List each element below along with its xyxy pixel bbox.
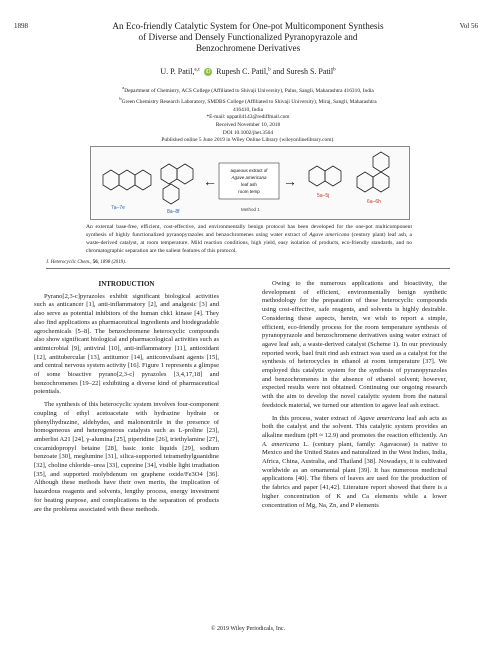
received-line: Received November 10, 2018 xyxy=(215,121,281,128)
affiliations xyxy=(70,84,426,145)
catalyst-text-3: leaf ash xyxy=(241,182,257,187)
compound-label-left: 7a–7e xyxy=(111,205,125,211)
left-column xyxy=(34,280,219,518)
abstract-italic: Agave americana xyxy=(309,231,350,238)
right-p2-text-b: leaf ash acts as both the catalyst and the solvent. This catalytic system provides an alkaline medium (pH ≈ 12.9) and promotes the reaction efficiently. An xyxy=(262,414,447,439)
compound-label-left-2: 8a–8f xyxy=(167,209,180,215)
email-line[interactable]: *E-mail: uppatil4143@rediffmail.com xyxy=(206,114,290,121)
introduction-heading: INTRODUCTION xyxy=(98,280,155,288)
section-divider xyxy=(46,268,450,269)
author-3-affil: b xyxy=(333,67,336,73)
right-p2-text-c: L. (century plant, family: Agavaceae) is native to Mexico and the United States and naturalized in the West Indies, India, Africa, China, Australia, and Thailand [38]. Nowadays, it is cultivated worldwide as an ornamental plant [39]. It has numerous medicinal applications [40]. The fibers of leaves are used for the production of the fabrics and paper [41,42]. Literature report showed that there is a higher concentration of K and Ca elements while a lower concentration of Mg, Na, Zn, and P elements xyxy=(262,440,447,509)
graphical-abstract xyxy=(90,146,410,220)
article-title xyxy=(80,21,416,54)
pyranopyrazole-structures xyxy=(309,152,389,192)
affiliation-a: $^a$Department of Chemistry, ACS College (Affiliated to Shivaji University), Palus, Sangli, Maharashtra 416310, India xyxy=(122,85,374,94)
copyright-footer: © 2019 Wiley Periodicals, Inc. xyxy=(210,626,286,632)
author-2: Rupesh C. Patil, xyxy=(216,67,269,76)
right-paragraph-2 xyxy=(262,415,447,511)
affiliation-b: $^b$Green Chemistry Research Laboratory, SMDBS College (Affiliated to Shivaji University), Miraj, Sangli, Maharashtra xyxy=(119,96,377,106)
right-p2-italic-2: A. americana xyxy=(262,440,300,448)
affiliation-a-text: Department of Chemistry, ACS College (Affiliated to Shivaji University), Palus, Sangli, Maharashtra 416310, India xyxy=(124,87,374,94)
reaction-scheme-figure xyxy=(91,147,409,219)
catalyst-text-2: Agave americana xyxy=(231,175,267,180)
doi-line[interactable]: DOI 10.1002/jhet.3564 xyxy=(222,129,274,136)
author-2-affil: b xyxy=(268,67,271,73)
volume-label: Vol 56 xyxy=(459,22,478,30)
right-paragraph-1: Owing to the numerous applications and bioactivity, the development of efficient, environmentally benign synthetic methodology for the preparation of these heterocyclic compounds using cost-effective, safe reagents, and solvents is highly desirable. Considering these aspects, herein, we wish to report a simple, efficient, eco-friendly process for the room temperature synthesis of pyranopyrazole and benzochromene derivatives using water extract of agave leaf ash, a waste-derived catalyst (Scheme 1). In our previously reported work, bael fruit rind ash extract was used as a catalyst for the synthesis of heterocycles in ethanol at room temperature [37]. We employed this catalytic system for the synthesis of pyranopyrazoles and benzochromenes in the absence of ethanol solvent; however, expected results were not obtained. Continuing our ongoing research with the aim to develop the novel catalytic system from the natural feedstock material, we turned our attention to agave leaf ash extract. xyxy=(262,280,447,409)
author-1-affil: a,c xyxy=(194,67,201,73)
citation-volume: 56 xyxy=(92,260,98,265)
catalyst-text-1: aqueous extract of xyxy=(230,168,268,173)
author-1: U. P. Patil, xyxy=(160,67,195,76)
right-p2-italic: Agave americana xyxy=(358,414,405,422)
benzochromene-structures xyxy=(103,164,193,204)
orcid-icon[interactable] xyxy=(204,68,212,76)
compound-label-right: 5a–5j xyxy=(317,193,330,199)
citation-journal: J. Heterocyclic Chem. xyxy=(46,260,91,265)
affiliation-b2: 416410, India xyxy=(233,106,263,113)
title-line-3: Benzochromene Derivatives xyxy=(195,43,301,53)
compound-label-right-2: 6a–6h xyxy=(367,199,381,205)
abstract xyxy=(86,224,412,256)
right-column xyxy=(262,280,447,514)
page-number: 1898 xyxy=(14,22,28,30)
title-line-1: An Eco-friendly Catalytic System for One-pot Multicomponent Synthesis xyxy=(112,21,384,31)
authors-line xyxy=(60,67,436,76)
published-line: Published online 5 June 2019 in Wiley Online Library (wileyonlinelibrary.com). xyxy=(161,137,335,144)
method-label-left: Method 1 xyxy=(241,207,260,212)
title-line-2: of Diverse and Densely Functionalized Pyranopyrazole and xyxy=(138,32,358,42)
author-3: and Suresh S. Patil xyxy=(272,67,334,76)
left-paragraph-1: Pyrano[2,3-c]pyrazoles exhibit significant biological activities such as anticancer [1], anti-inflammatory [2], and analgesic [3] and also serve as potential inhibitors of the human chk1 kinase [4]. They also find applications as pharmaceutical ingredients and biodegradable agrochemicals [5–8]. The benzochromene heterocyclic compounds also show significant biological and pharmacological activities such as antimicrobial [9], antiviral [10], anti-inflammatory [11], antioxidant [12], antitubercular [13], antitumor [14], anticonvulsant agents [15], and central nervous system activity [16]. Figure 1 represents a glimpse of some bioactive pyrano[2,3-c] pyrazoles [3,4,17,18] and benzochromenes [19–22] exhibiting a diverse kind of pharmaceutical potentials. xyxy=(34,292,219,396)
arrow-left-icon: ← xyxy=(203,173,217,189)
abstract-text-1: An external base-free, efficient, cost-effective, and environmentally benign protocol has been developed for the one-pot multicomponent synthesis of highly functionalized pyranopyrazoles and benzochromenes using water extract of xyxy=(86,224,412,238)
orcid-glyph: iD xyxy=(205,69,211,76)
affiliation-b-text: Green Chemistry Research Laboratory, SMDBS College (Affiliated to Shivaji University), Miraj, Sangli, Maharashtra xyxy=(121,99,377,106)
right-p2-text-a: In this process, water extract of xyxy=(272,414,357,422)
left-paragraph-2: The synthesis of this heterocyclic system involves four-component coupling of ethyl acetoacetate with hydrazine hydrate or phenylhydrazine, aldehydes, and malononitrile in the presence of homogeneous and heterogeneous catalysts such as L-proline [23], amberlist A21 [24], γ-alumina [25], piperidine [26], triethylamine [27], cocamidopropyl betaine [28], basic ionic liquids [29], sodium benzoate [30], meglumine [31], silica-supported tetramethylguanidine [32], choline chloride–urea [33], cupreine [34], visible light irradiation [35], and supported molybdenum on graphene oxide/Fe3O4 [36]. Although these methods have their own merits, the implication of hazardous reagents and solvents, lengthy process, energy investment for heating purpose, and complications in the separation of products are the problems associated with these methods. xyxy=(34,401,219,513)
citation-line: J. Heterocyclic Chem., 56, 1898 (2019). xyxy=(46,260,127,265)
citation-rest: , 1898 (2019). xyxy=(97,260,127,265)
abstract-text-2: (century plant) leaf ash, a waste-derived catalyst, at room temperature. Mild reaction conditions, high yield, easy isolation of products, eco-friendly standards, and no chromatographic separation are the salient features of this protocol. xyxy=(86,231,412,254)
catalyst-text-4: room temp xyxy=(238,189,260,194)
arrow-right-icon: → xyxy=(283,173,297,189)
